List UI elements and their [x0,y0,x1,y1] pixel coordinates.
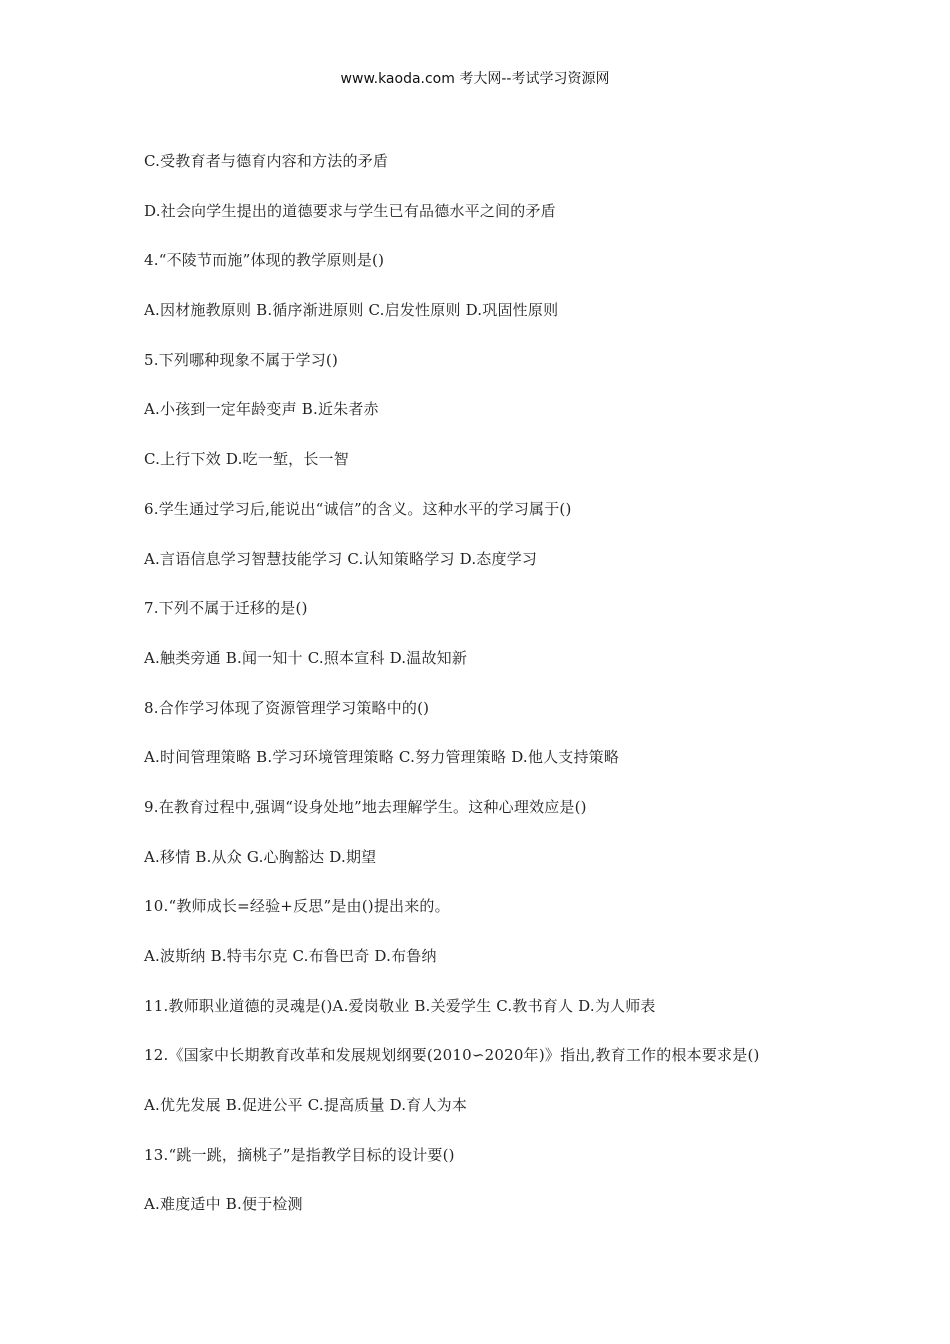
question-line: 13.“跳一跳，摘桃子”是指教学目标的设计要() [144,1145,455,1164]
options-line: A.触类旁通 B.闻一知十 C.照本宣科 D.温故知新 [144,648,468,667]
options-line: A.波斯纳 B.特韦尔克 C.布鲁巴奇 D.布鲁纳 [144,947,437,965]
options-line: A.小孩到一定年龄变声 B.近朱者赤 [144,400,379,419]
page-header: www.kaoda.com 考大网--考试学习资源网 [340,71,610,87]
options-line: A.因材施教原则 B.循序渐进原则 C.启发性原则 D.巩固性原则 [144,301,559,320]
options-line: A.时间管理策略 B.学习环境管理策略 C.努力管理策略 D.他人支持策略 [144,748,620,767]
options-line: A.言语信息学习智慧技能学习 C.认知策略学习 D.态度学习 [144,549,538,568]
options-line: C.上行下效 D.吃一堑，长一智 [144,450,349,469]
text-line: C.受教育者与德育内容和方法的矛盾 [144,152,389,170]
question-line: 9.在教育过程中,强调“设身处地”地去理解学生。这种心理效应是() [144,797,587,816]
options-line: A.优先发展 B.促进公平 C.提高质量 D.育人为本 [144,1096,468,1115]
question-line: 11.教师职业道德的灵魂是()A.爱岗敬业 B.关爱学生 C.教书育人 D.为人师表 [144,996,656,1015]
question-line: 8.合作学习体现了资源管理学习策略中的() [144,698,430,717]
question-line: 12.《国家中长期教育改革和发展规划纲要(2010∽2020年)》指出,教育工作的根本要求是() [144,1046,760,1065]
question-line: 5.下列哪种现象不属于学习() [144,350,339,369]
document-body [144,150,934,1243]
options-line: A.移情 B.从众 G.心胸豁达 D.期望 [144,847,377,866]
question-line: 7.下列不属于迁移的是() [144,599,308,618]
question-line: 4.“不陵节而施”体现的教学原则是() [144,251,385,270]
question-line: 6.学生通过学习后,能说出“诚信”的含义。这种水平的学习属于() [144,499,572,518]
options-line: A.难度适中 B.便于检测 [144,1195,303,1214]
text-line: D.社会向学生提出的道德要求与学生已有品德水平之间的矛盾 [144,201,556,220]
question-line: 10.“教师成长=经验+反思”是由()提出来的。 [144,897,450,916]
